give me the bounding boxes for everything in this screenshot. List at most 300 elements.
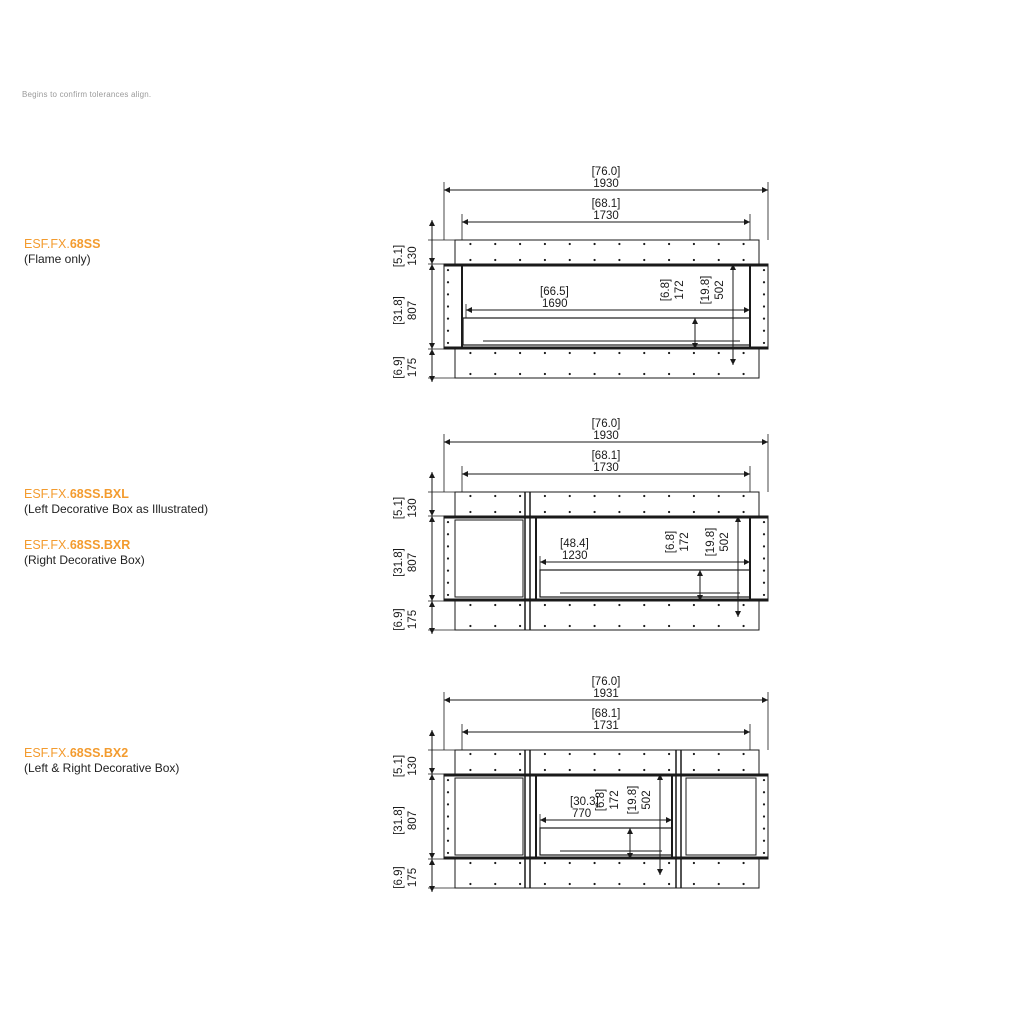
arrow-head xyxy=(692,318,698,324)
screw-dot xyxy=(763,521,765,523)
screw-dot xyxy=(447,852,449,854)
top-cap-panel xyxy=(455,492,759,516)
screw-dot xyxy=(763,582,765,584)
base-height-mm: 175 xyxy=(407,357,419,378)
screw-dot xyxy=(763,852,765,854)
body-height-mm: 807 xyxy=(407,810,419,831)
screw-dot xyxy=(494,495,496,497)
base-panel xyxy=(455,349,759,378)
drawing-68ss-bx2 xyxy=(393,676,768,892)
flame-height-mm: 502 xyxy=(719,532,731,552)
screw-dot xyxy=(718,259,720,261)
screw-dot xyxy=(668,862,670,864)
screw-dot xyxy=(544,243,546,245)
screw-dot xyxy=(668,604,670,606)
screw-dot xyxy=(668,769,670,771)
screw-dot xyxy=(519,625,521,627)
screw-dot xyxy=(763,791,765,793)
screw-dot xyxy=(618,604,620,606)
screw-dot xyxy=(718,862,720,864)
screw-dot xyxy=(643,373,645,375)
screw-dot xyxy=(593,495,595,497)
flame-height-inch: [19.8] xyxy=(700,275,712,305)
right-decorative-box xyxy=(686,778,756,855)
arrow-head xyxy=(429,258,435,264)
screw-dot xyxy=(742,259,744,261)
base-height-inch: [6.9] xyxy=(393,608,405,631)
screw-dot xyxy=(718,495,720,497)
overall-width-inch: [76.0] xyxy=(591,676,621,688)
screw-dot xyxy=(544,604,546,606)
screw-dot xyxy=(519,604,521,606)
top-height-inch: [5.1] xyxy=(393,754,405,778)
top-height-mm: 130 xyxy=(407,246,419,266)
inner-width-inch: [68.1] xyxy=(591,198,621,210)
arrow-head xyxy=(429,343,435,349)
body-height-mm: 807 xyxy=(407,552,419,573)
base-height-inch: [6.9] xyxy=(393,866,405,889)
burner-height-mm: 172 xyxy=(674,280,686,300)
burner-width-mm: 1690 xyxy=(542,298,568,310)
arrow-head xyxy=(429,220,435,226)
screw-dot xyxy=(447,582,449,584)
screw-dot xyxy=(544,259,546,261)
burner-width-inch: [30.3] xyxy=(570,796,599,808)
screw-dot xyxy=(469,259,471,261)
arrow-head xyxy=(762,697,768,703)
screw-dot xyxy=(447,570,449,572)
overall-width-inch: [76.0] xyxy=(591,166,621,178)
top-cap-panel xyxy=(455,240,759,264)
screw-dot xyxy=(469,753,471,755)
screw-dot xyxy=(693,862,695,864)
screw-dot xyxy=(469,373,471,375)
arrow-head xyxy=(429,472,435,478)
screw-dot xyxy=(693,604,695,606)
inner-width-mm: 1730 xyxy=(593,462,619,474)
screw-dot xyxy=(693,511,695,513)
top-height-inch: [5.1] xyxy=(393,244,405,268)
screw-dot xyxy=(469,511,471,513)
screw-dot xyxy=(447,803,449,805)
screw-dot xyxy=(544,769,546,771)
arrow-head xyxy=(744,471,750,477)
screw-dot xyxy=(544,495,546,497)
screw-dot xyxy=(447,594,449,596)
arrow-head xyxy=(697,570,703,576)
screw-dot xyxy=(693,373,695,375)
screw-dot xyxy=(693,352,695,354)
screw-dot xyxy=(643,604,645,606)
drawing-68ss xyxy=(393,166,768,382)
screw-dot xyxy=(593,352,595,354)
screw-dot xyxy=(763,293,765,295)
arrow-head xyxy=(462,729,468,735)
burner-width-inch: [66.5] xyxy=(540,286,569,298)
base-panel xyxy=(455,859,759,888)
screw-dot xyxy=(519,862,521,864)
arrow-head xyxy=(429,853,435,859)
screw-dot xyxy=(569,753,571,755)
screw-dot xyxy=(593,883,595,885)
arrow-head xyxy=(735,611,741,617)
arrow-head xyxy=(429,628,435,634)
screw-dot xyxy=(742,883,744,885)
arrow-head xyxy=(730,359,736,365)
body-height-mm: 807 xyxy=(407,300,419,321)
screw-dot xyxy=(447,318,449,320)
screw-dot xyxy=(742,352,744,354)
screw-dot xyxy=(763,318,765,320)
screw-dot xyxy=(569,495,571,497)
inner-width-inch: [68.1] xyxy=(591,708,621,720)
burner-height-inch: [6.8] xyxy=(665,530,677,554)
arrow-head xyxy=(744,219,750,225)
overall-width-inch: [76.0] xyxy=(591,418,621,430)
screw-dot xyxy=(618,753,620,755)
screw-dot xyxy=(447,815,449,817)
screw-dot xyxy=(618,373,620,375)
model-prefix: ESF.FX. xyxy=(24,538,70,552)
screw-dot xyxy=(494,753,496,755)
screw-dot xyxy=(569,625,571,627)
screw-dot xyxy=(593,511,595,513)
screw-dot xyxy=(668,753,670,755)
screw-dot xyxy=(668,625,670,627)
screw-dot xyxy=(469,352,471,354)
screw-dot xyxy=(519,259,521,261)
arrow-head xyxy=(429,859,435,865)
screw-dot xyxy=(447,828,449,830)
screw-dot xyxy=(763,779,765,781)
screw-dot xyxy=(593,769,595,771)
screw-dot xyxy=(569,259,571,261)
screw-dot xyxy=(618,769,620,771)
screw-dot xyxy=(742,604,744,606)
screw-dot xyxy=(544,373,546,375)
arrow-head xyxy=(429,264,435,270)
screw-dot xyxy=(519,373,521,375)
screw-dot xyxy=(643,769,645,771)
model-suffix: 68SS.BXL xyxy=(69,487,129,501)
arrow-head xyxy=(429,601,435,607)
screw-dot xyxy=(693,243,695,245)
screw-dot xyxy=(519,495,521,497)
arrow-head xyxy=(444,697,450,703)
left-decorative-box xyxy=(455,778,523,855)
screw-dot xyxy=(569,373,571,375)
screw-dot xyxy=(569,769,571,771)
screw-dot xyxy=(618,495,620,497)
flame-height-inch: [19.8] xyxy=(627,785,639,815)
screw-dot xyxy=(494,243,496,245)
arrow-head xyxy=(744,729,750,735)
screw-dot xyxy=(544,883,546,885)
burner-height-mm: 172 xyxy=(679,532,691,552)
screw-dot xyxy=(693,259,695,261)
arrow-head xyxy=(429,376,435,382)
screw-dot xyxy=(718,883,720,885)
screw-dot xyxy=(763,815,765,817)
screw-dot xyxy=(618,883,620,885)
model-prefix: ESF.FX. xyxy=(24,237,70,251)
top-height-mm: 130 xyxy=(407,756,419,776)
flame-height-mm: 502 xyxy=(714,280,726,300)
screw-dot xyxy=(643,753,645,755)
body-height-inch: [31.8] xyxy=(393,548,405,577)
arrow-head xyxy=(462,219,468,225)
screw-dot xyxy=(544,862,546,864)
screw-dot xyxy=(763,533,765,535)
screw-dot xyxy=(718,625,720,627)
screw-dot xyxy=(668,373,670,375)
screw-dot xyxy=(519,769,521,771)
arrow-head xyxy=(429,768,435,774)
screw-dot xyxy=(742,862,744,864)
arrow-head xyxy=(762,439,768,445)
screw-dot xyxy=(494,862,496,864)
screw-dot xyxy=(519,243,521,245)
screw-dot xyxy=(618,511,620,513)
screw-dot xyxy=(763,281,765,283)
burner-width-inch: [48.4] xyxy=(560,538,589,550)
screw-dot xyxy=(618,625,620,627)
screw-dot xyxy=(447,791,449,793)
body-height-inch: [31.8] xyxy=(393,296,405,325)
model-description: (Left & Right Decorative Box) xyxy=(24,761,180,775)
screw-dot xyxy=(593,862,595,864)
arrow-head xyxy=(444,439,450,445)
screw-dot xyxy=(593,373,595,375)
screw-dot xyxy=(643,243,645,245)
base-height-inch: [6.9] xyxy=(393,356,405,379)
screw-dot xyxy=(668,495,670,497)
screw-dot xyxy=(693,883,695,885)
burner-width-mm: 1230 xyxy=(562,550,588,562)
screw-dot xyxy=(668,243,670,245)
screw-dot xyxy=(469,625,471,627)
screw-dot xyxy=(618,243,620,245)
screw-dot xyxy=(593,753,595,755)
screw-dot xyxy=(718,511,720,513)
screw-dot xyxy=(693,753,695,755)
arrow-head xyxy=(462,471,468,477)
screw-dot xyxy=(718,604,720,606)
screw-dot xyxy=(469,495,471,497)
screw-dot xyxy=(763,305,765,307)
burner-height-mm: 172 xyxy=(609,790,621,810)
model-description: (Left Decorative Box as Illustrated) xyxy=(24,502,209,516)
screw-dot xyxy=(763,828,765,830)
burner-width-mm: 770 xyxy=(572,808,592,820)
model-prefix: ESF.FX. xyxy=(24,746,70,760)
screw-dot xyxy=(469,243,471,245)
screw-dot xyxy=(447,330,449,332)
screw-dot xyxy=(742,373,744,375)
model-suffix: 68SS xyxy=(69,237,101,251)
arrow-head xyxy=(429,774,435,780)
screw-dot xyxy=(618,259,620,261)
screw-dot xyxy=(742,625,744,627)
screw-dot xyxy=(494,259,496,261)
screw-dot xyxy=(569,243,571,245)
screw-dot xyxy=(469,769,471,771)
overall-width-mm: 1931 xyxy=(593,688,619,700)
top-cap-panel xyxy=(455,750,759,774)
arrow-head xyxy=(429,510,435,516)
drawing-68ss-bxl xyxy=(393,418,768,634)
model-description: (Flame only) xyxy=(24,252,91,266)
screw-dot xyxy=(569,511,571,513)
screw-dot xyxy=(447,342,449,344)
arrow-head xyxy=(429,886,435,892)
screw-dot xyxy=(447,521,449,523)
arrow-head xyxy=(429,730,435,736)
body-panel xyxy=(444,774,768,859)
screw-dot xyxy=(447,533,449,535)
screw-dot xyxy=(763,330,765,332)
screw-dot xyxy=(494,883,496,885)
arrow-head xyxy=(762,187,768,193)
screw-dot xyxy=(763,840,765,842)
screw-dot xyxy=(643,883,645,885)
screw-dot xyxy=(494,604,496,606)
screw-dot xyxy=(763,803,765,805)
arrow-head xyxy=(429,516,435,522)
inner-width-mm: 1730 xyxy=(593,210,619,222)
screw-dot xyxy=(643,352,645,354)
screw-dot xyxy=(447,269,449,271)
overall-width-mm: 1930 xyxy=(593,178,619,190)
screw-dot xyxy=(593,259,595,261)
left-decorative-box xyxy=(455,520,523,597)
screw-dot xyxy=(593,625,595,627)
screw-dot xyxy=(742,753,744,755)
screw-dot xyxy=(447,545,449,547)
model-suffix: 68SS.BXR xyxy=(69,538,131,552)
screw-dot xyxy=(742,243,744,245)
model-description: (Right Decorative Box) xyxy=(24,553,145,567)
body-panel xyxy=(444,264,768,349)
screw-dot xyxy=(447,779,449,781)
screw-dot xyxy=(593,604,595,606)
base-height-mm: 175 xyxy=(407,867,419,888)
screw-dot xyxy=(519,753,521,755)
screw-dot xyxy=(519,352,521,354)
screw-dot xyxy=(519,883,521,885)
arrow-head xyxy=(466,307,472,313)
screw-dot xyxy=(718,753,720,755)
screw-dot xyxy=(494,352,496,354)
screw-dot xyxy=(718,769,720,771)
screw-dot xyxy=(544,352,546,354)
screw-dot xyxy=(569,352,571,354)
overall-width-mm: 1930 xyxy=(593,430,619,442)
burner-height-inch: [6.8] xyxy=(595,788,607,812)
screw-dot xyxy=(668,259,670,261)
inner-width-mm: 1731 xyxy=(593,720,619,732)
screw-dot xyxy=(569,883,571,885)
screw-dot xyxy=(742,511,744,513)
screw-dot xyxy=(569,862,571,864)
screw-dot xyxy=(494,373,496,375)
screw-dot xyxy=(447,281,449,283)
flame-height-mm: 502 xyxy=(641,790,653,810)
screw-dot xyxy=(618,352,620,354)
model-prefix: ESF.FX. xyxy=(24,487,70,501)
screw-dot xyxy=(718,373,720,375)
screw-dot xyxy=(447,293,449,295)
arrow-head xyxy=(429,595,435,601)
screw-dot xyxy=(742,769,744,771)
arrow-head xyxy=(540,559,546,565)
top-height-inch: [5.1] xyxy=(393,496,405,520)
arrow-head xyxy=(444,187,450,193)
screw-dot xyxy=(494,769,496,771)
screw-dot xyxy=(668,511,670,513)
screw-dot xyxy=(668,352,670,354)
flame-height-inch: [19.8] xyxy=(705,527,717,557)
top-height-mm: 130 xyxy=(407,498,419,518)
screw-dot xyxy=(544,625,546,627)
arrow-head xyxy=(627,828,633,834)
arrow-head xyxy=(657,869,663,875)
screw-dot xyxy=(763,594,765,596)
base-height-mm: 175 xyxy=(407,609,419,630)
screw-dot xyxy=(643,259,645,261)
screw-dot xyxy=(742,495,744,497)
screw-dot xyxy=(519,511,521,513)
screw-dot xyxy=(544,753,546,755)
model-suffix: 68SS.BX2 xyxy=(69,746,129,760)
screw-dot xyxy=(618,862,620,864)
arrow-head xyxy=(429,349,435,355)
inner-width-inch: [68.1] xyxy=(591,450,621,462)
screw-dot xyxy=(447,557,449,559)
body-panel xyxy=(444,516,768,601)
screw-dot xyxy=(469,862,471,864)
screw-dot xyxy=(763,269,765,271)
screw-dot xyxy=(718,243,720,245)
screw-dot xyxy=(763,545,765,547)
screw-dot xyxy=(469,604,471,606)
screw-dot xyxy=(763,557,765,559)
screw-dot xyxy=(494,625,496,627)
screw-dot xyxy=(693,495,695,497)
screw-dot xyxy=(447,305,449,307)
screw-dot xyxy=(718,352,720,354)
screw-dot xyxy=(569,604,571,606)
screw-dot xyxy=(494,511,496,513)
burner-height-inch: [6.8] xyxy=(660,278,672,302)
top-note: Begins to confirm tolerances align. xyxy=(22,90,152,99)
screw-dot xyxy=(693,625,695,627)
screw-dot xyxy=(469,883,471,885)
screw-dot xyxy=(643,862,645,864)
screw-dot xyxy=(763,342,765,344)
screw-dot xyxy=(668,883,670,885)
screw-dot xyxy=(544,511,546,513)
screw-dot xyxy=(593,243,595,245)
base-panel xyxy=(455,601,759,630)
body-height-inch: [31.8] xyxy=(393,806,405,835)
screw-dot xyxy=(643,495,645,497)
screw-dot xyxy=(643,511,645,513)
arrow-head xyxy=(540,817,546,823)
screw-dot xyxy=(643,625,645,627)
screw-dot xyxy=(447,840,449,842)
screw-dot xyxy=(693,769,695,771)
